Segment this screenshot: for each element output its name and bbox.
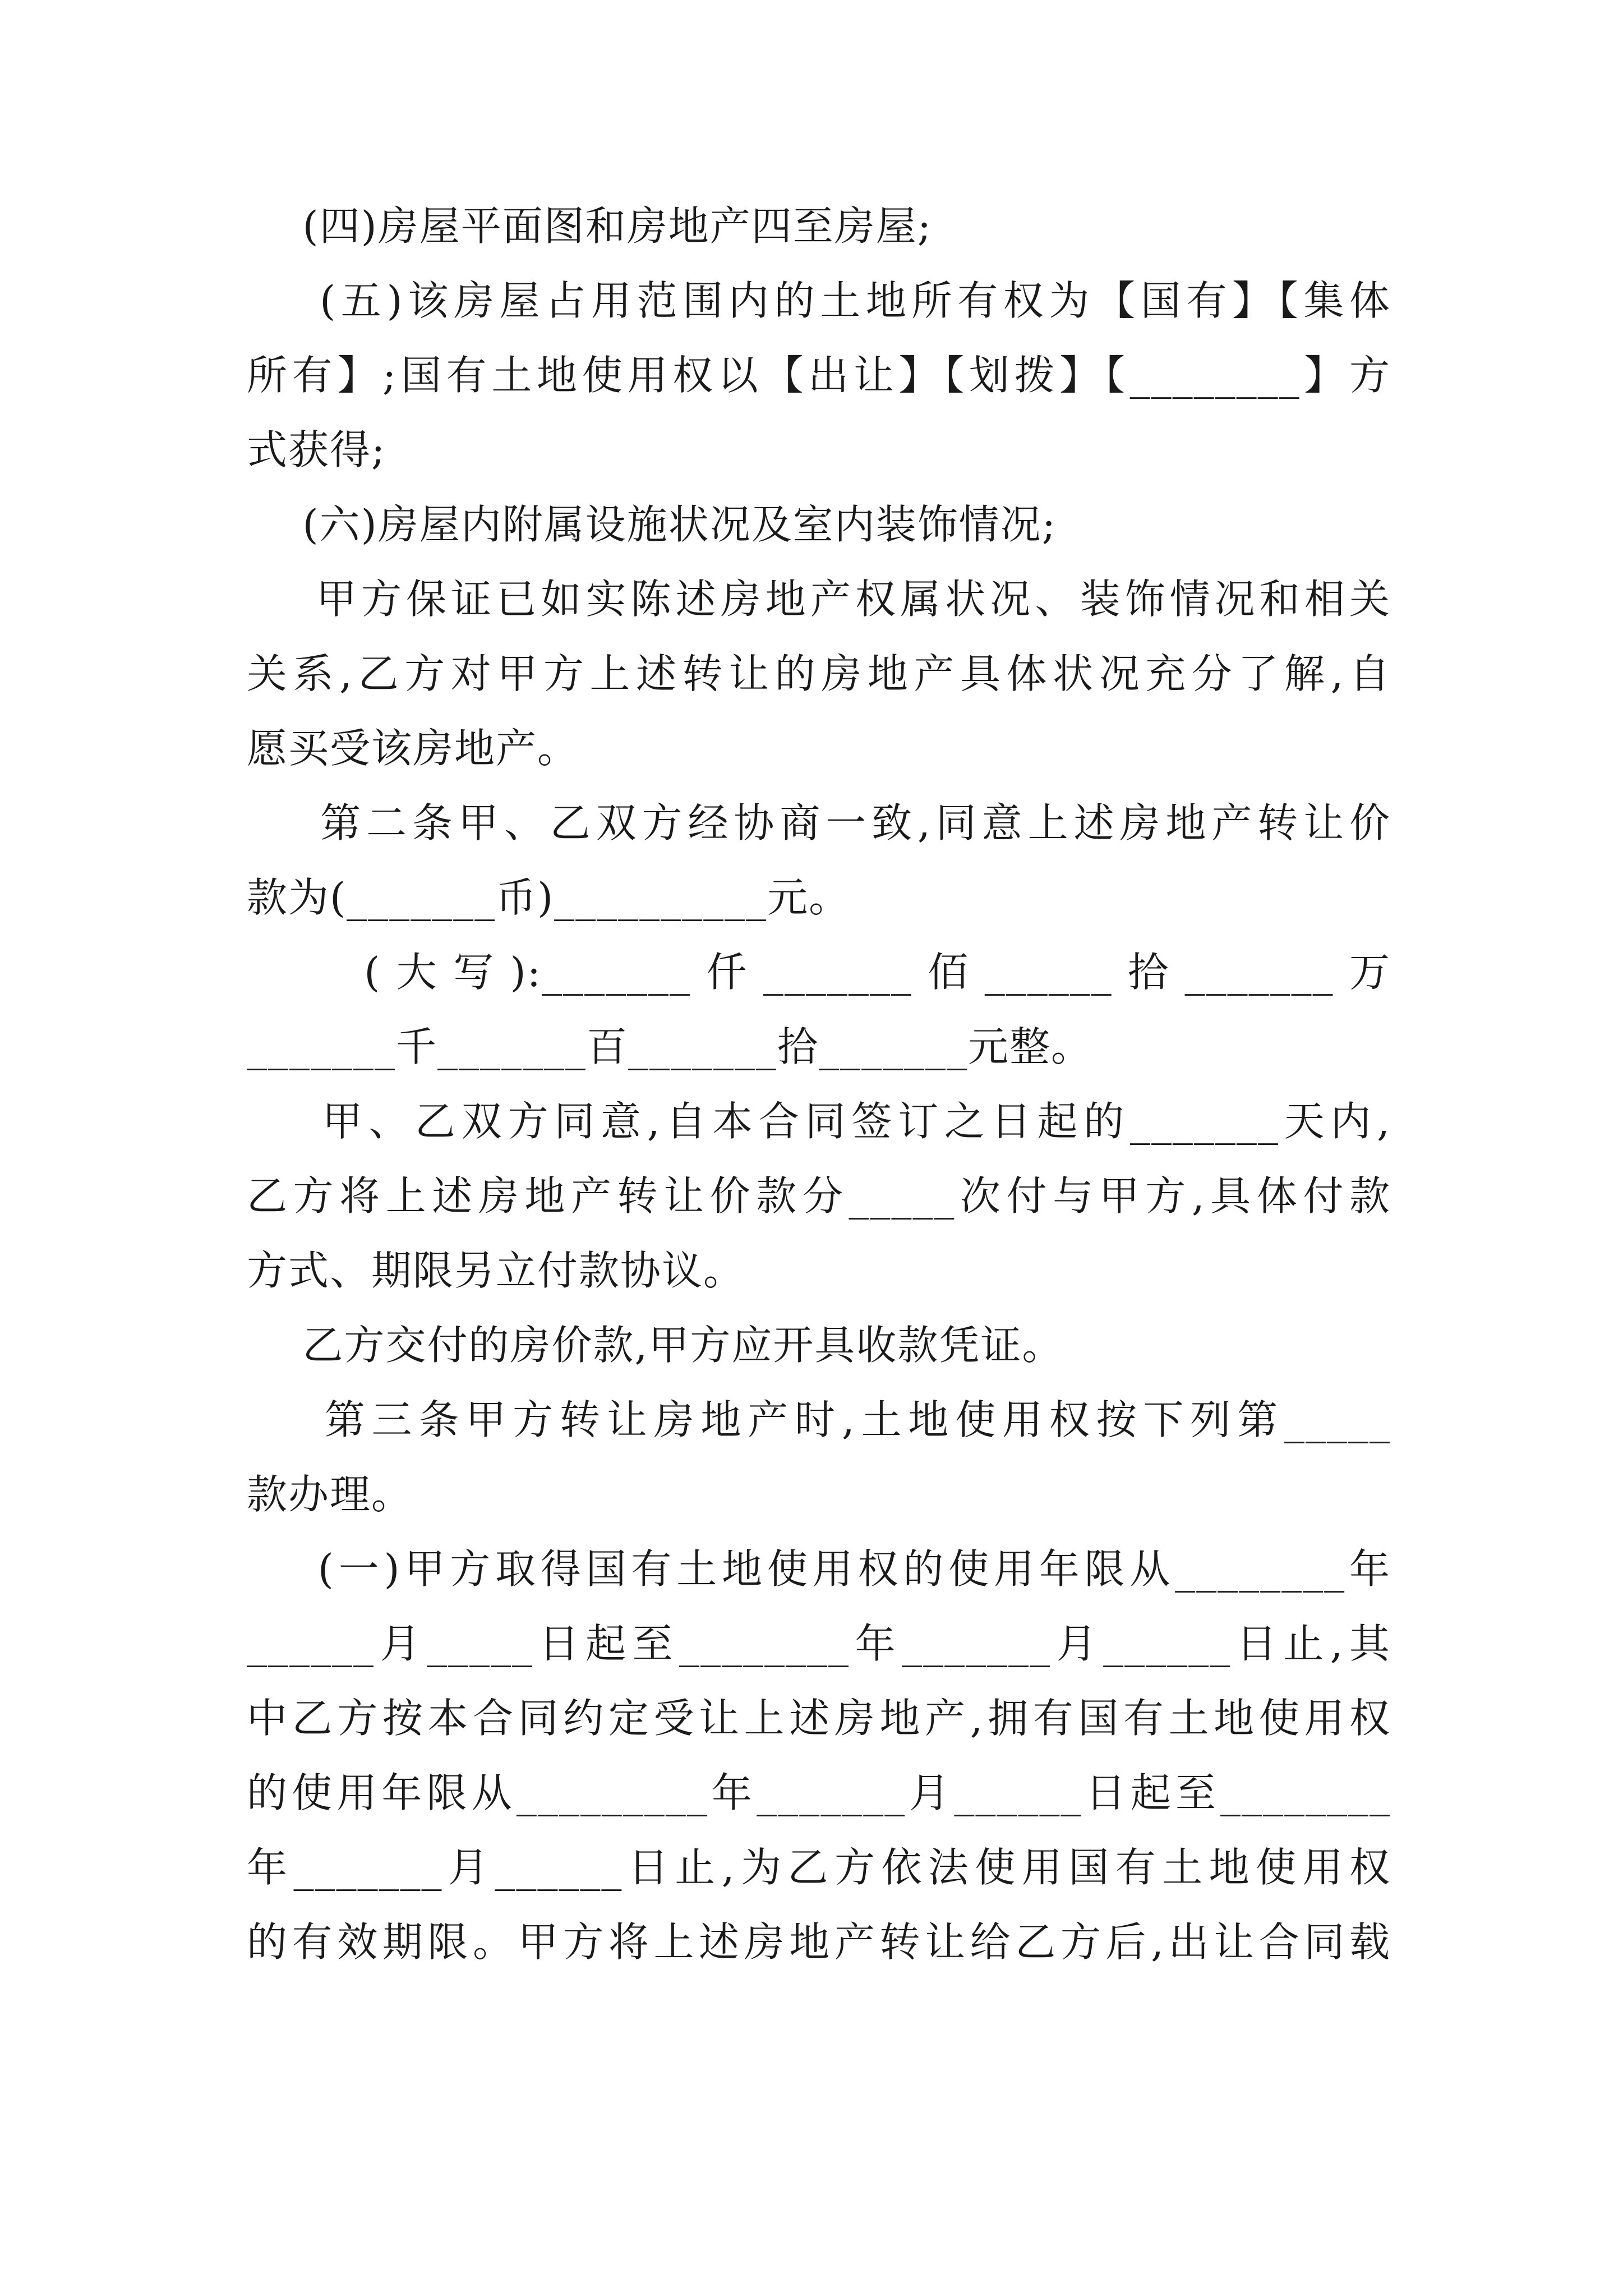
text-line: (五)该房屋占用范围内的土地所有权为【国有】【集体 <box>247 277 1391 324</box>
text-line: _______千_______百_______拾_______元整。 <box>247 1023 1093 1070</box>
text-line: 年_______月______日止,为乙方依法使用国有土地使用权 <box>247 1844 1391 1891</box>
text-line: 方式、期限另立付款协议。 <box>247 1247 745 1294</box>
text-line: 第三条甲方转让房地产时,土地使用权按下列第_____ <box>247 1396 1391 1443</box>
text-line: 式获得; <box>247 426 386 473</box>
text-line: 中乙方按本合同约定受让上述房地产,拥有国有土地使用权 <box>247 1695 1391 1742</box>
text-line: (大写):_______仟_______佰______拾_______万 <box>247 949 1391 996</box>
text-line: (一)甲方取得国有土地使用权的使用年限从________年 <box>247 1545 1391 1593</box>
text-line: 的使用年限从_________年_______月______日起至________ <box>247 1769 1391 1816</box>
text-line: 所有】;国有土地使用权以【出让】【划拨】【________】方 <box>247 352 1391 399</box>
text-line: (六)房屋内附属设施状况及室内装饰情况; <box>247 501 1057 548</box>
text-line: 乙方交付的房价款,甲方应开具收款凭证。 <box>247 1322 1064 1369</box>
text-line: 甲方保证已如实陈述房地产权属状况、装饰情况和相关 <box>247 576 1391 623</box>
text-line: 甲、乙双方同意,自本合同签订之日起的_______天内, <box>247 1098 1391 1145</box>
text-line: 愿买受该房地产。 <box>247 725 579 772</box>
text-line: 关系,乙方对甲方上述转让的房地产具体状况充分了解,自 <box>247 650 1391 697</box>
text-line: 款为(_______币)__________元。 <box>247 874 851 921</box>
text-line: 款办理。 <box>247 1471 413 1518</box>
text-line: 乙方将上述房地产转让价款分_____次付与甲方,具体付款 <box>247 1172 1391 1220</box>
text-line: 的有效期限。甲方将上述房地产转让给乙方后,出让合同载 <box>247 1918 1391 1966</box>
text-line: 第二条甲、乙双方经协商一致,同意上述房地产转让价 <box>247 799 1391 846</box>
text-line: ______月_____日起至________年_______月______日止,其 <box>247 1620 1391 1667</box>
text-line: (四)房屋平面图和房地产四至房屋; <box>247 203 932 250</box>
